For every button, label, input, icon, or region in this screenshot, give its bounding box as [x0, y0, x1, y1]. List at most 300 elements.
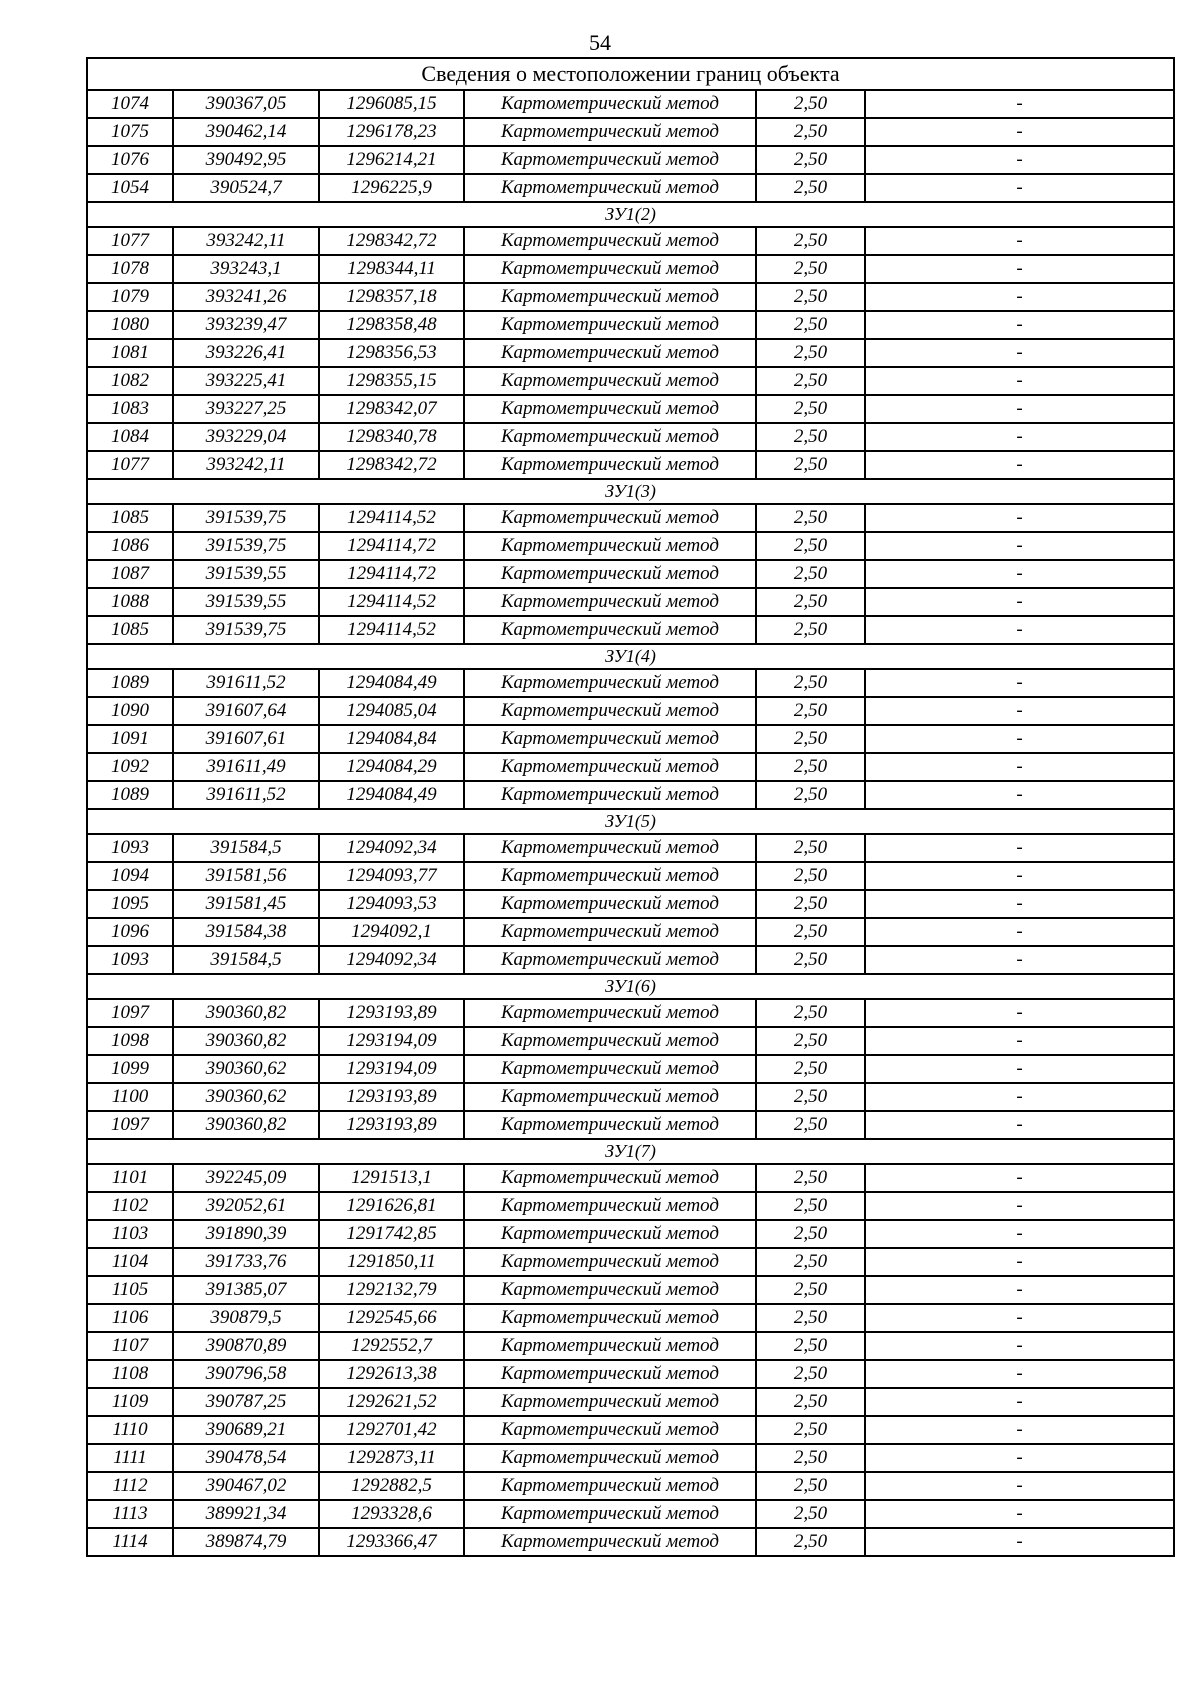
point-number-cell: 1079	[87, 283, 173, 311]
x-coordinate-cell: 390796,58	[173, 1360, 319, 1388]
accuracy-cell: 2,50	[756, 781, 865, 809]
method-cell: Картометрический метод	[464, 1220, 756, 1248]
table-row	[87, 146, 1174, 174]
table-row	[87, 227, 1174, 255]
accuracy-cell: 2,50	[756, 367, 865, 395]
point-number-cell: 1105	[87, 1276, 173, 1304]
description-cell: -	[865, 862, 1174, 890]
table-row	[87, 395, 1174, 423]
table-row	[87, 1248, 1174, 1276]
accuracy-cell: 2,50	[756, 697, 865, 725]
table-row	[87, 1360, 1174, 1388]
table-row	[87, 311, 1174, 339]
method-cell: Картометрический метод	[464, 753, 756, 781]
method-cell: Картометрический метод	[464, 1500, 756, 1528]
description-cell: -	[865, 146, 1174, 174]
section-row	[87, 974, 1174, 999]
table-row	[87, 1304, 1174, 1332]
x-coordinate-cell: 390879,5	[173, 1304, 319, 1332]
accuracy-cell: 2,50	[756, 560, 865, 588]
point-number-cell: 1095	[87, 890, 173, 918]
y-coordinate-cell: 1294114,72	[319, 560, 464, 588]
method-cell: Картометрический метод	[464, 697, 756, 725]
accuracy-cell: 2,50	[756, 725, 865, 753]
accuracy-cell: 2,50	[756, 1444, 865, 1472]
y-coordinate-cell: 1291626,81	[319, 1192, 464, 1220]
y-coordinate-cell: 1294114,52	[319, 616, 464, 644]
y-coordinate-cell: 1292132,79	[319, 1276, 464, 1304]
x-coordinate-cell: 391539,75	[173, 616, 319, 644]
x-coordinate-cell: 390787,25	[173, 1388, 319, 1416]
point-number-cell: 1113	[87, 1500, 173, 1528]
y-coordinate-cell: 1298357,18	[319, 283, 464, 311]
section-label: ЗУ1(2)	[87, 202, 1174, 227]
table-row	[87, 90, 1174, 118]
x-coordinate-cell: 393241,26	[173, 283, 319, 311]
description-cell: -	[865, 423, 1174, 451]
point-number-cell: 1114	[87, 1528, 173, 1556]
method-cell: Картометрический метод	[464, 283, 756, 311]
x-coordinate-cell: 390524,7	[173, 174, 319, 202]
method-cell: Картометрический метод	[464, 946, 756, 974]
x-coordinate-cell: 393242,11	[173, 227, 319, 255]
accuracy-cell: 2,50	[756, 862, 865, 890]
method-cell: Картометрический метод	[464, 504, 756, 532]
y-coordinate-cell: 1293194,09	[319, 1055, 464, 1083]
accuracy-cell: 2,50	[756, 395, 865, 423]
y-coordinate-cell: 1296178,23	[319, 118, 464, 146]
y-coordinate-cell: 1296225,9	[319, 174, 464, 202]
point-number-cell: 1084	[87, 423, 173, 451]
table-row	[87, 1332, 1174, 1360]
point-number-cell: 1087	[87, 560, 173, 588]
x-coordinate-cell: 391581,56	[173, 862, 319, 890]
y-coordinate-cell: 1298342,07	[319, 395, 464, 423]
description-cell: -	[865, 1360, 1174, 1388]
point-number-cell: 1109	[87, 1388, 173, 1416]
point-number-cell: 1104	[87, 1248, 173, 1276]
table-row	[87, 753, 1174, 781]
table-row	[87, 1164, 1174, 1192]
x-coordinate-cell: 391584,5	[173, 834, 319, 862]
description-cell: -	[865, 1416, 1174, 1444]
point-number-cell: 1112	[87, 1472, 173, 1500]
point-number-cell: 1108	[87, 1360, 173, 1388]
x-coordinate-cell: 389874,79	[173, 1528, 319, 1556]
accuracy-cell: 2,50	[756, 588, 865, 616]
accuracy-cell: 2,50	[756, 283, 865, 311]
y-coordinate-cell: 1293366,47	[319, 1528, 464, 1556]
x-coordinate-cell: 389921,34	[173, 1500, 319, 1528]
y-coordinate-cell: 1294084,84	[319, 725, 464, 753]
y-coordinate-cell: 1292552,7	[319, 1332, 464, 1360]
table-row	[87, 669, 1174, 697]
description-cell: -	[865, 918, 1174, 946]
accuracy-cell: 2,50	[756, 1248, 865, 1276]
x-coordinate-cell: 391385,07	[173, 1276, 319, 1304]
method-cell: Картометрический метод	[464, 367, 756, 395]
accuracy-cell: 2,50	[756, 255, 865, 283]
x-coordinate-cell: 390360,62	[173, 1083, 319, 1111]
section-label: ЗУ1(5)	[87, 809, 1174, 834]
accuracy-cell: 2,50	[756, 669, 865, 697]
method-cell: Картометрический метод	[464, 1472, 756, 1500]
method-cell: Картометрический метод	[464, 1083, 756, 1111]
method-cell: Картометрический метод	[464, 1332, 756, 1360]
description-cell: -	[865, 1055, 1174, 1083]
y-coordinate-cell: 1294114,52	[319, 504, 464, 532]
point-number-cell: 1101	[87, 1164, 173, 1192]
accuracy-cell: 2,50	[756, 616, 865, 644]
x-coordinate-cell: 393243,1	[173, 255, 319, 283]
method-cell: Картометрический метод	[464, 174, 756, 202]
method-cell: Картометрический метод	[464, 1304, 756, 1332]
accuracy-cell: 2,50	[756, 1083, 865, 1111]
description-cell: -	[865, 560, 1174, 588]
y-coordinate-cell: 1293193,89	[319, 999, 464, 1027]
table-row	[87, 504, 1174, 532]
x-coordinate-cell: 391539,75	[173, 532, 319, 560]
x-coordinate-cell: 390462,14	[173, 118, 319, 146]
y-coordinate-cell: 1294084,29	[319, 753, 464, 781]
point-number-cell: 1098	[87, 1027, 173, 1055]
point-number-cell: 1074	[87, 90, 173, 118]
accuracy-cell: 2,50	[756, 1332, 865, 1360]
accuracy-cell: 2,50	[756, 1027, 865, 1055]
x-coordinate-cell: 390467,02	[173, 1472, 319, 1500]
description-cell: -	[865, 1111, 1174, 1139]
y-coordinate-cell: 1294093,77	[319, 862, 464, 890]
point-number-cell: 1089	[87, 781, 173, 809]
description-cell: -	[865, 283, 1174, 311]
x-coordinate-cell: 391611,52	[173, 781, 319, 809]
description-cell: -	[865, 1027, 1174, 1055]
table-row	[87, 339, 1174, 367]
table-row	[87, 725, 1174, 753]
description-cell: -	[865, 1444, 1174, 1472]
section-label: ЗУ1(7)	[87, 1139, 1174, 1164]
description-cell: -	[865, 1388, 1174, 1416]
point-number-cell: 1096	[87, 918, 173, 946]
accuracy-cell: 2,50	[756, 227, 865, 255]
point-number-cell: 1092	[87, 753, 173, 781]
accuracy-cell: 2,50	[756, 311, 865, 339]
method-cell: Картометрический метод	[464, 834, 756, 862]
accuracy-cell: 2,50	[756, 918, 865, 946]
x-coordinate-cell: 390360,82	[173, 1027, 319, 1055]
y-coordinate-cell: 1293193,89	[319, 1083, 464, 1111]
accuracy-cell: 2,50	[756, 118, 865, 146]
y-coordinate-cell: 1298342,72	[319, 227, 464, 255]
point-number-cell: 1077	[87, 451, 173, 479]
x-coordinate-cell: 390360,62	[173, 1055, 319, 1083]
accuracy-cell: 2,50	[756, 1220, 865, 1248]
description-cell: -	[865, 90, 1174, 118]
accuracy-cell: 2,50	[756, 451, 865, 479]
y-coordinate-cell: 1294085,04	[319, 697, 464, 725]
method-cell: Картометрический метод	[464, 616, 756, 644]
point-number-cell: 1080	[87, 311, 173, 339]
description-cell: -	[865, 725, 1174, 753]
description-cell: -	[865, 834, 1174, 862]
y-coordinate-cell: 1294084,49	[319, 669, 464, 697]
y-coordinate-cell: 1296085,15	[319, 90, 464, 118]
table-row	[87, 890, 1174, 918]
method-cell: Картометрический метод	[464, 1192, 756, 1220]
method-cell: Картометрический метод	[464, 862, 756, 890]
table-row	[87, 367, 1174, 395]
y-coordinate-cell: 1294084,49	[319, 781, 464, 809]
description-cell: -	[865, 118, 1174, 146]
point-number-cell: 1081	[87, 339, 173, 367]
x-coordinate-cell: 391539,55	[173, 588, 319, 616]
y-coordinate-cell: 1294092,34	[319, 946, 464, 974]
method-cell: Картометрический метод	[464, 423, 756, 451]
accuracy-cell: 2,50	[756, 174, 865, 202]
y-coordinate-cell: 1298342,72	[319, 451, 464, 479]
point-number-cell: 1082	[87, 367, 173, 395]
table-title-row	[87, 58, 1174, 90]
description-cell: -	[865, 890, 1174, 918]
table-row	[87, 697, 1174, 725]
method-cell: Картометрический метод	[464, 1027, 756, 1055]
accuracy-cell: 2,50	[756, 1304, 865, 1332]
description-cell: -	[865, 1192, 1174, 1220]
x-coordinate-cell: 391584,38	[173, 918, 319, 946]
table-row	[87, 946, 1174, 974]
y-coordinate-cell: 1291742,85	[319, 1220, 464, 1248]
x-coordinate-cell: 391607,64	[173, 697, 319, 725]
accuracy-cell: 2,50	[756, 1164, 865, 1192]
x-coordinate-cell: 393226,41	[173, 339, 319, 367]
method-cell: Картометрический метод	[464, 725, 756, 753]
description-cell: -	[865, 367, 1174, 395]
y-coordinate-cell: 1298344,11	[319, 255, 464, 283]
accuracy-cell: 2,50	[756, 504, 865, 532]
method-cell: Картометрический метод	[464, 255, 756, 283]
method-cell: Картометрический метод	[464, 1276, 756, 1304]
x-coordinate-cell: 390870,89	[173, 1332, 319, 1360]
method-cell: Картометрический метод	[464, 118, 756, 146]
method-cell: Картометрический метод	[464, 1164, 756, 1192]
y-coordinate-cell: 1294114,72	[319, 532, 464, 560]
method-cell: Картометрический метод	[464, 146, 756, 174]
accuracy-cell: 2,50	[756, 1055, 865, 1083]
description-cell: -	[865, 753, 1174, 781]
table-row	[87, 1192, 1174, 1220]
table-row	[87, 1111, 1174, 1139]
point-number-cell: 1054	[87, 174, 173, 202]
accuracy-cell: 2,50	[756, 1276, 865, 1304]
x-coordinate-cell: 391584,5	[173, 946, 319, 974]
point-number-cell: 1091	[87, 725, 173, 753]
y-coordinate-cell: 1294114,52	[319, 588, 464, 616]
x-coordinate-cell: 390478,54	[173, 1444, 319, 1472]
method-cell: Картометрический метод	[464, 560, 756, 588]
y-coordinate-cell: 1298340,78	[319, 423, 464, 451]
x-coordinate-cell: 391890,39	[173, 1220, 319, 1248]
table-row	[87, 1055, 1174, 1083]
x-coordinate-cell: 393229,04	[173, 423, 319, 451]
point-number-cell: 1107	[87, 1332, 173, 1360]
method-cell: Картометрический метод	[464, 1416, 756, 1444]
point-number-cell: 1110	[87, 1416, 173, 1444]
description-cell: -	[865, 697, 1174, 725]
method-cell: Картометрический метод	[464, 1248, 756, 1276]
section-label: ЗУ1(3)	[87, 479, 1174, 504]
x-coordinate-cell: 391539,75	[173, 504, 319, 532]
accuracy-cell: 2,50	[756, 1472, 865, 1500]
x-coordinate-cell: 390689,21	[173, 1416, 319, 1444]
description-cell: -	[865, 1528, 1174, 1556]
description-cell: -	[865, 255, 1174, 283]
x-coordinate-cell: 391581,45	[173, 890, 319, 918]
y-coordinate-cell: 1293328,6	[319, 1500, 464, 1528]
x-coordinate-cell: 393225,41	[173, 367, 319, 395]
point-number-cell: 1076	[87, 146, 173, 174]
description-cell: -	[865, 1248, 1174, 1276]
x-coordinate-cell: 391611,52	[173, 669, 319, 697]
description-cell: -	[865, 999, 1174, 1027]
x-coordinate-cell: 390367,05	[173, 90, 319, 118]
section-row	[87, 809, 1174, 834]
y-coordinate-cell: 1293193,89	[319, 1111, 464, 1139]
accuracy-cell: 2,50	[756, 339, 865, 367]
accuracy-cell: 2,50	[756, 753, 865, 781]
x-coordinate-cell: 393227,25	[173, 395, 319, 423]
table-row	[87, 1276, 1174, 1304]
point-number-cell: 1077	[87, 227, 173, 255]
method-cell: Картометрический метод	[464, 532, 756, 560]
method-cell: Картометрический метод	[464, 918, 756, 946]
description-cell: -	[865, 588, 1174, 616]
description-cell: -	[865, 946, 1174, 974]
table-row	[87, 283, 1174, 311]
point-number-cell: 1099	[87, 1055, 173, 1083]
table-row	[87, 423, 1174, 451]
point-number-cell: 1090	[87, 697, 173, 725]
point-number-cell: 1097	[87, 1111, 173, 1139]
y-coordinate-cell: 1291850,11	[319, 1248, 464, 1276]
y-coordinate-cell: 1292545,66	[319, 1304, 464, 1332]
method-cell: Картометрический метод	[464, 1528, 756, 1556]
table-row	[87, 451, 1174, 479]
accuracy-cell: 2,50	[756, 146, 865, 174]
method-cell: Картометрический метод	[464, 1444, 756, 1472]
section-row	[87, 1139, 1174, 1164]
method-cell: Картометрический метод	[464, 451, 756, 479]
method-cell: Картометрический метод	[464, 1111, 756, 1139]
description-cell: -	[865, 781, 1174, 809]
description-cell: -	[865, 227, 1174, 255]
method-cell: Картометрический метод	[464, 1360, 756, 1388]
table-row	[87, 174, 1174, 202]
description-cell: -	[865, 1164, 1174, 1192]
description-cell: -	[865, 395, 1174, 423]
accuracy-cell: 2,50	[756, 1528, 865, 1556]
section-row	[87, 644, 1174, 669]
description-cell: -	[865, 1304, 1174, 1332]
table-row	[87, 1472, 1174, 1500]
description-cell: -	[865, 669, 1174, 697]
x-coordinate-cell: 392245,09	[173, 1164, 319, 1192]
point-number-cell: 1078	[87, 255, 173, 283]
method-cell: Картометрический метод	[464, 90, 756, 118]
method-cell: Картометрический метод	[464, 1055, 756, 1083]
point-number-cell: 1100	[87, 1083, 173, 1111]
description-cell: -	[865, 1276, 1174, 1304]
accuracy-cell: 2,50	[756, 1192, 865, 1220]
method-cell: Картометрический метод	[464, 781, 756, 809]
accuracy-cell: 2,50	[756, 946, 865, 974]
y-coordinate-cell: 1294092,1	[319, 918, 464, 946]
table-row	[87, 1500, 1174, 1528]
table-row	[87, 588, 1174, 616]
y-coordinate-cell: 1292701,42	[319, 1416, 464, 1444]
table-row	[87, 781, 1174, 809]
point-number-cell: 1088	[87, 588, 173, 616]
table-row	[87, 1388, 1174, 1416]
method-cell: Картометрический метод	[464, 1388, 756, 1416]
section-label: ЗУ1(6)	[87, 974, 1174, 999]
accuracy-cell: 2,50	[756, 1500, 865, 1528]
x-coordinate-cell: 390360,82	[173, 1111, 319, 1139]
point-number-cell: 1083	[87, 395, 173, 423]
accuracy-cell: 2,50	[756, 423, 865, 451]
method-cell: Картометрический метод	[464, 339, 756, 367]
accuracy-cell: 2,50	[756, 90, 865, 118]
y-coordinate-cell: 1293194,09	[319, 1027, 464, 1055]
boundary-coordinates-table	[86, 57, 1175, 1557]
method-cell: Картометрический метод	[464, 999, 756, 1027]
x-coordinate-cell: 390492,95	[173, 146, 319, 174]
point-number-cell: 1106	[87, 1304, 173, 1332]
page-number: 54	[589, 30, 611, 55]
y-coordinate-cell: 1298358,48	[319, 311, 464, 339]
table-row	[87, 1444, 1174, 1472]
accuracy-cell: 2,50	[756, 1416, 865, 1444]
x-coordinate-cell: 393242,11	[173, 451, 319, 479]
accuracy-cell: 2,50	[756, 890, 865, 918]
table-row	[87, 999, 1174, 1027]
point-number-cell: 1103	[87, 1220, 173, 1248]
description-cell: -	[865, 339, 1174, 367]
method-cell: Картометрический метод	[464, 395, 756, 423]
table-body	[87, 58, 1174, 1556]
y-coordinate-cell: 1298355,15	[319, 367, 464, 395]
accuracy-cell: 2,50	[756, 1388, 865, 1416]
accuracy-cell: 2,50	[756, 999, 865, 1027]
description-cell: -	[865, 451, 1174, 479]
y-coordinate-cell: 1292621,52	[319, 1388, 464, 1416]
table-row	[87, 255, 1174, 283]
table-row	[87, 1083, 1174, 1111]
y-coordinate-cell: 1292873,11	[319, 1444, 464, 1472]
description-cell: -	[865, 174, 1174, 202]
description-cell: -	[865, 504, 1174, 532]
table-row	[87, 118, 1174, 146]
point-number-cell: 1075	[87, 118, 173, 146]
point-number-cell: 1089	[87, 669, 173, 697]
x-coordinate-cell: 390360,82	[173, 999, 319, 1027]
table-row	[87, 862, 1174, 890]
accuracy-cell: 2,50	[756, 532, 865, 560]
y-coordinate-cell: 1292613,38	[319, 1360, 464, 1388]
table-row	[87, 1528, 1174, 1556]
x-coordinate-cell: 393239,47	[173, 311, 319, 339]
section-label: ЗУ1(4)	[87, 644, 1174, 669]
description-cell: -	[865, 1472, 1174, 1500]
